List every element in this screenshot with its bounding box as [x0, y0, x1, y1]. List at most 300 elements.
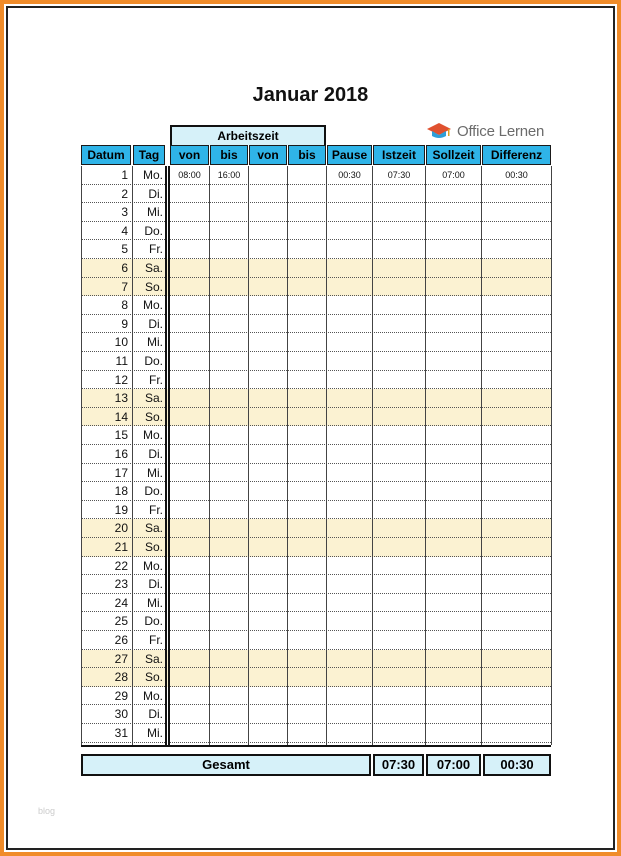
sollzeit-cell	[426, 612, 481, 631]
istzeit-cell	[373, 445, 425, 464]
header-von-1: von	[170, 145, 209, 165]
pause-cell[interactable]	[327, 687, 372, 706]
start-time-1-cell[interactable]	[170, 445, 209, 464]
sollzeit-cell	[426, 668, 481, 687]
start-time-2-cell[interactable]	[249, 594, 287, 613]
differenz-cell	[482, 278, 551, 297]
end-time-2-cell[interactable]	[288, 278, 326, 297]
end-time-2-cell[interactable]	[288, 352, 326, 371]
end-time-1-cell[interactable]	[210, 594, 248, 613]
sollzeit-cell	[426, 259, 481, 278]
end-time-1-cell[interactable]	[210, 705, 248, 724]
header-differenz: Differenz	[482, 145, 551, 165]
end-time-2-cell[interactable]	[288, 464, 326, 483]
end-time-2-cell[interactable]	[288, 222, 326, 241]
start-time-2-cell[interactable]	[249, 650, 287, 669]
date-cell: 24	[114, 595, 128, 610]
start-time-1-cell[interactable]	[170, 631, 209, 650]
pause-cell[interactable]	[327, 464, 372, 483]
start-time-2-cell[interactable]	[249, 278, 287, 297]
istzeit-cell	[373, 538, 425, 557]
pause-cell[interactable]	[327, 631, 372, 650]
differenz-cell	[482, 501, 551, 520]
weekday-cell: Do.	[144, 614, 163, 629]
differenz-cell	[482, 389, 551, 408]
weekday-cell: Mo.	[142, 428, 163, 443]
total-differenz: 00:30	[483, 754, 551, 776]
sollzeit-cell	[426, 408, 481, 427]
start-time-2-cell[interactable]	[249, 166, 287, 185]
istzeit-cell	[373, 278, 425, 297]
end-time-1-cell[interactable]	[210, 426, 248, 445]
differenz-cell	[482, 203, 551, 222]
differenz-cell	[482, 408, 551, 427]
differenz-cell	[482, 650, 551, 669]
start-time-2-cell[interactable]	[249, 557, 287, 576]
office-lernen-logo	[426, 121, 544, 141]
weekday-cell: Mi.	[147, 465, 163, 480]
sollzeit-cell	[426, 203, 481, 222]
grid-separator	[168, 166, 170, 746]
end-time-2-cell[interactable]	[288, 557, 326, 576]
end-time-2-cell[interactable]	[288, 259, 326, 278]
differenz-cell	[482, 724, 551, 743]
header-von-2: von	[249, 145, 287, 165]
start-time-1-cell[interactable]	[170, 501, 209, 520]
weekday-cell: Fr.	[149, 502, 163, 517]
weekday-cell: Mi.	[147, 726, 163, 740]
pause-cell[interactable]	[327, 724, 372, 743]
differenz-cell	[482, 426, 551, 445]
end-time-2-cell[interactable]	[288, 185, 326, 204]
end-time-1-cell[interactable]	[210, 575, 248, 594]
weekday-cell: Sa.	[144, 651, 163, 666]
pause-cell[interactable]	[327, 519, 372, 538]
sollzeit-cell	[426, 352, 481, 371]
start-time-1-cell[interactable]	[170, 408, 209, 427]
date-cell: 15	[114, 428, 128, 443]
end-time-2-cell[interactable]	[288, 519, 326, 538]
start-time-2-cell[interactable]	[249, 203, 287, 222]
istzeit-cell	[373, 631, 425, 650]
sollzeit-cell	[426, 426, 481, 445]
date-cell: 30	[114, 707, 128, 722]
differenz-cell	[482, 705, 551, 724]
differenz-cell	[482, 612, 551, 631]
istzeit-cell	[373, 464, 425, 483]
date-cell: 20	[114, 521, 128, 536]
pause-cell[interactable]	[327, 557, 372, 576]
pause-cell[interactable]	[327, 668, 372, 687]
sollzeit-cell	[426, 650, 481, 669]
date-cell: 31	[114, 726, 128, 740]
istzeit-cell	[373, 501, 425, 520]
pause-cell[interactable]	[327, 259, 372, 278]
start-time-1-cell[interactable]	[170, 519, 209, 538]
date-cell: 11	[115, 354, 128, 368]
sollzeit-cell: 07:00	[442, 170, 465, 180]
end-time-1-cell[interactable]	[210, 222, 248, 241]
total-istzeit: 07:30	[373, 754, 424, 776]
istzeit-cell	[373, 408, 425, 427]
end-time-2-cell[interactable]	[288, 166, 326, 185]
date-cell: 13	[114, 391, 128, 406]
end-time-1-cell[interactable]	[210, 185, 248, 204]
sollzeit-cell	[426, 594, 481, 613]
grid-line	[209, 166, 210, 745]
end-time-2-cell[interactable]	[288, 482, 326, 501]
pause-cell[interactable]	[327, 445, 372, 464]
arbeitszeit-header: Arbeitszeit	[170, 125, 326, 145]
start-time-1-cell[interactable]	[170, 371, 209, 390]
start-time-2-cell[interactable]	[249, 687, 287, 706]
start-time-2-cell[interactable]	[249, 222, 287, 241]
table-bottom-border	[81, 745, 551, 747]
end-time-1-cell[interactable]	[210, 408, 248, 427]
pause-cell[interactable]	[327, 389, 372, 408]
start-time-2-cell[interactable]	[249, 352, 287, 371]
start-time-1-cell[interactable]	[170, 724, 209, 743]
start-time-2-cell[interactable]	[249, 501, 287, 520]
end-time-1-cell[interactable]	[210, 315, 248, 334]
start-time-2-cell[interactable]	[249, 519, 287, 538]
pause-cell[interactable]	[327, 371, 372, 390]
sollzeit-cell	[426, 371, 481, 390]
start-time-1-cell[interactable]	[170, 240, 209, 259]
sollzeit-cell	[426, 631, 481, 650]
start-time-2-cell[interactable]	[249, 612, 287, 631]
start-time-2-cell[interactable]	[249, 333, 287, 352]
differenz-cell	[482, 352, 551, 371]
pause-cell[interactable]	[327, 538, 372, 557]
header-datum: Datum	[81, 145, 131, 165]
differenz-cell	[482, 185, 551, 204]
start-time-1-cell[interactable]	[170, 185, 209, 204]
weekday-cell: So.	[144, 409, 163, 424]
pause-cell[interactable]	[327, 315, 372, 334]
end-time-1-cell[interactable]	[210, 724, 248, 743]
istzeit-cell	[373, 389, 425, 408]
differenz-cell	[482, 371, 551, 390]
header-tag: Tag	[133, 145, 165, 165]
weekday-cell: Di.	[148, 447, 163, 461]
date-cell: 16	[114, 447, 128, 461]
end-time-2-cell[interactable]	[288, 426, 326, 445]
differenz-cell	[482, 259, 551, 278]
end-time-1-cell[interactable]	[210, 668, 248, 687]
end-time-1-cell[interactable]	[210, 519, 248, 538]
pause-cell[interactable]	[327, 408, 372, 427]
end-time-2-cell[interactable]	[288, 687, 326, 706]
differenz-cell	[482, 445, 551, 464]
page-title: Januar 2018	[252, 84, 369, 106]
weekday-cell: Fr.	[149, 372, 163, 387]
istzeit-cell: 07:30	[387, 170, 411, 180]
differenz-cell	[482, 464, 551, 483]
date-cell: 29	[114, 688, 128, 703]
sollzeit-cell	[426, 240, 481, 259]
start-time-2-cell[interactable]	[249, 705, 287, 724]
end-time-1-cell[interactable]	[210, 482, 248, 501]
start-time-1-cell[interactable]	[170, 222, 209, 241]
end-time-2-cell[interactable]	[288, 333, 326, 352]
end-time-2-cell[interactable]	[288, 650, 326, 669]
date-cell: 26	[114, 633, 128, 647]
pause-cell[interactable]	[327, 240, 372, 259]
graduation-cap-icon	[426, 121, 452, 141]
start-time-1-cell[interactable]	[170, 259, 209, 278]
start-time-2-cell[interactable]	[249, 426, 287, 445]
start-time-1-cell[interactable]	[170, 594, 209, 613]
end-time-2-cell[interactable]	[288, 371, 326, 390]
pause-cell[interactable]	[327, 705, 372, 724]
weekday-cell: Mo.	[142, 168, 163, 182]
start-time-2-cell[interactable]	[249, 240, 287, 259]
istzeit-cell	[373, 575, 425, 594]
total-label: Gesamt	[81, 754, 371, 776]
start-time-2-cell[interactable]	[249, 464, 287, 483]
pause-cell[interactable]: 00:30	[338, 170, 361, 180]
end-time-2-cell[interactable]	[288, 612, 326, 631]
start-time-1-cell[interactable]	[170, 426, 209, 445]
end-time-1-cell[interactable]	[210, 631, 248, 650]
start-time-1-cell[interactable]	[170, 650, 209, 669]
end-time-2-cell[interactable]	[288, 203, 326, 222]
sollzeit-cell	[426, 389, 481, 408]
weekday-cell: Sa.	[144, 391, 163, 406]
sollzeit-cell	[426, 705, 481, 724]
start-time-1-cell[interactable]	[170, 389, 209, 408]
end-time-1-cell[interactable]	[210, 278, 248, 297]
sollzeit-cell	[426, 557, 481, 576]
pause-cell[interactable]	[327, 203, 372, 222]
start-time-1-cell[interactable]	[170, 278, 209, 297]
header-bis-2: bis	[288, 145, 326, 165]
date-cell: 7	[121, 279, 128, 294]
date-cell: 12	[114, 372, 128, 387]
end-time-1-cell[interactable]	[210, 612, 248, 631]
pause-cell[interactable]	[327, 594, 372, 613]
pause-cell[interactable]	[327, 278, 372, 297]
end-time-2-cell[interactable]	[288, 240, 326, 259]
differenz-cell	[482, 538, 551, 557]
end-time-1-cell[interactable]	[210, 240, 248, 259]
pause-cell[interactable]	[327, 352, 372, 371]
start-time-1-cell[interactable]	[170, 705, 209, 724]
start-time-1-cell[interactable]	[170, 538, 209, 557]
end-time-1-cell[interactable]	[210, 259, 248, 278]
end-time-1-cell[interactable]	[210, 333, 248, 352]
differenz-cell	[482, 482, 551, 501]
date-cell: 8	[121, 298, 128, 313]
start-time-1-cell[interactable]	[170, 203, 209, 222]
start-time-1-cell[interactable]	[170, 575, 209, 594]
sollzeit-cell	[426, 482, 481, 501]
end-time-1-cell[interactable]	[210, 445, 248, 464]
sollzeit-cell	[426, 222, 481, 241]
differenz-cell	[482, 519, 551, 538]
date-cell: 25	[114, 614, 128, 629]
date-cell: 3	[121, 205, 128, 220]
pause-cell[interactable]	[327, 482, 372, 501]
end-time-1-cell[interactable]	[210, 389, 248, 408]
date-cell: 18	[114, 484, 128, 499]
date-cell: 17	[114, 465, 128, 480]
start-time-2-cell[interactable]	[249, 315, 287, 334]
end-time-2-cell[interactable]	[288, 315, 326, 334]
start-time-1-cell[interactable]	[170, 668, 209, 687]
grid-line	[81, 166, 82, 745]
weekday-cell: Mi.	[147, 335, 163, 350]
weekday-cell: Mi.	[147, 595, 163, 610]
end-time-1-cell[interactable]: 16:00	[217, 170, 241, 180]
weekday-cell: Mo.	[142, 688, 163, 703]
header-bis-1: bis	[210, 145, 248, 165]
date-cell: 28	[114, 670, 128, 685]
end-time-2-cell[interactable]	[288, 296, 326, 315]
weekday-cell: Di.	[148, 577, 163, 592]
start-time-2-cell[interactable]	[249, 389, 287, 408]
start-time-1-cell[interactable]	[170, 557, 209, 576]
start-time-1-cell[interactable]	[170, 352, 209, 371]
end-time-2-cell[interactable]	[288, 631, 326, 650]
date-cell: 2	[121, 186, 128, 201]
start-time-1-cell[interactable]	[170, 687, 209, 706]
weekday-cell: So.	[144, 540, 163, 554]
istzeit-cell	[373, 519, 425, 538]
grid-line	[287, 166, 288, 745]
date-cell: 19	[114, 502, 128, 517]
start-time-2-cell[interactable]	[249, 185, 287, 204]
total-sollzeit: 07:00	[426, 754, 481, 776]
end-time-2-cell[interactable]	[288, 594, 326, 613]
date-cell: 4	[121, 223, 128, 238]
weekday-cell: Mo.	[142, 558, 163, 573]
sollzeit-cell	[426, 538, 481, 557]
end-time-1-cell[interactable]	[210, 203, 248, 222]
weekday-cell: Do.	[144, 354, 163, 368]
end-time-1-cell[interactable]	[210, 296, 248, 315]
istzeit-cell	[373, 240, 425, 259]
differenz-cell	[482, 296, 551, 315]
start-time-2-cell[interactable]	[249, 668, 287, 687]
grid-line	[425, 166, 426, 745]
weekday-cell: Do.	[144, 223, 163, 238]
end-time-1-cell[interactable]	[210, 352, 248, 371]
end-time-2-cell[interactable]	[288, 445, 326, 464]
pause-cell[interactable]	[327, 650, 372, 669]
pause-cell[interactable]	[327, 185, 372, 204]
weekday-cell: Di.	[148, 707, 163, 722]
differenz-cell: 00:30	[505, 170, 528, 180]
start-time-1-cell[interactable]	[170, 612, 209, 631]
date-cell: 6	[121, 261, 128, 275]
start-time-1-cell[interactable]	[170, 482, 209, 501]
grid-line	[372, 166, 373, 745]
start-time-2-cell[interactable]	[249, 724, 287, 743]
end-time-2-cell[interactable]	[288, 724, 326, 743]
istzeit-cell	[373, 222, 425, 241]
end-time-1-cell[interactable]	[210, 464, 248, 483]
start-time-1-cell[interactable]	[170, 333, 209, 352]
header-sollzeit: Sollzeit	[426, 145, 481, 165]
grid-line	[248, 166, 249, 745]
sollzeit-cell	[426, 445, 481, 464]
end-time-1-cell[interactable]	[210, 650, 248, 669]
weekday-cell: So.	[144, 670, 163, 685]
date-cell: 21	[114, 540, 128, 554]
pause-cell[interactable]	[327, 575, 372, 594]
logo-text: Office Lernen	[457, 122, 545, 140]
date-cell: 9	[121, 316, 128, 331]
end-time-1-cell[interactable]	[210, 687, 248, 706]
end-time-1-cell[interactable]	[210, 538, 248, 557]
grid-separator	[165, 166, 167, 746]
start-time-1-cell[interactable]: 08:00	[178, 170, 201, 180]
end-time-2-cell[interactable]	[288, 408, 326, 427]
differenz-cell	[482, 240, 551, 259]
start-time-2-cell[interactable]	[249, 296, 287, 315]
start-time-2-cell[interactable]	[249, 482, 287, 501]
differenz-cell	[482, 594, 551, 613]
end-time-1-cell[interactable]	[210, 371, 248, 390]
sollzeit-cell	[426, 501, 481, 520]
end-time-2-cell[interactable]	[288, 389, 326, 408]
pause-cell[interactable]	[327, 426, 372, 445]
pause-cell[interactable]	[327, 296, 372, 315]
istzeit-cell	[373, 705, 425, 724]
istzeit-cell	[373, 259, 425, 278]
end-time-2-cell[interactable]	[288, 501, 326, 520]
pause-cell[interactable]	[327, 333, 372, 352]
date-cell: 1	[121, 168, 128, 182]
end-time-2-cell[interactable]	[288, 668, 326, 687]
header-istzeit: Istzeit	[373, 145, 425, 165]
sollzeit-cell	[426, 333, 481, 352]
differenz-cell	[482, 557, 551, 576]
start-time-1-cell[interactable]	[170, 296, 209, 315]
end-time-2-cell[interactable]	[288, 538, 326, 557]
start-time-2-cell[interactable]	[249, 259, 287, 278]
pause-cell[interactable]	[327, 501, 372, 520]
start-time-2-cell[interactable]	[249, 631, 287, 650]
end-time-1-cell[interactable]	[210, 557, 248, 576]
sollzeit-cell	[426, 575, 481, 594]
date-cell: 5	[121, 242, 128, 257]
start-time-2-cell[interactable]	[249, 445, 287, 464]
differenz-cell	[482, 333, 551, 352]
end-time-1-cell[interactable]	[210, 501, 248, 520]
start-time-1-cell[interactable]	[170, 464, 209, 483]
istzeit-cell	[373, 650, 425, 669]
start-time-1-cell[interactable]	[170, 315, 209, 334]
istzeit-cell	[373, 333, 425, 352]
end-time-2-cell[interactable]	[288, 705, 326, 724]
start-time-2-cell[interactable]	[249, 575, 287, 594]
start-time-2-cell[interactable]	[249, 538, 287, 557]
weekday-cell: Do.	[144, 484, 163, 499]
sollzeit-cell	[426, 185, 481, 204]
start-time-2-cell[interactable]	[249, 408, 287, 427]
pause-cell[interactable]	[327, 222, 372, 241]
pause-cell[interactable]	[327, 612, 372, 631]
sollzeit-cell	[426, 519, 481, 538]
istzeit-cell	[373, 557, 425, 576]
sollzeit-cell	[426, 687, 481, 706]
differenz-cell	[482, 631, 551, 650]
start-time-2-cell[interactable]	[249, 371, 287, 390]
end-time-2-cell[interactable]	[288, 575, 326, 594]
